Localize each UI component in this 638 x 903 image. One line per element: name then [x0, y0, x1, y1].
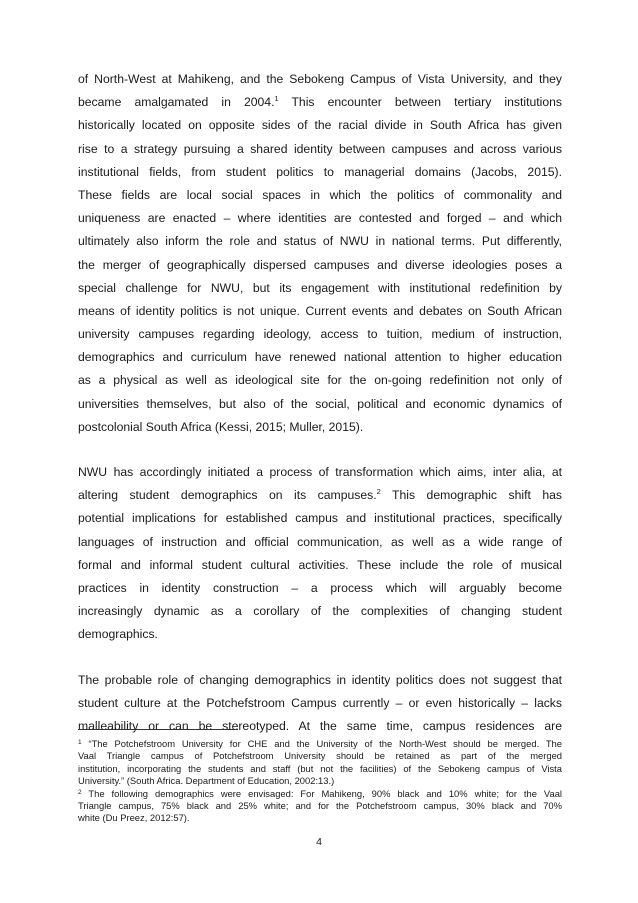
- text-line: ultimately also inform the role and status of NWU in national terms. Put differently,: [78, 234, 562, 249]
- footnote-line: University.” (South Africa. Department of Education, 2002:13.): [78, 775, 335, 787]
- text-span: The following demographics were envisaged: For Mahikeng, 90% black and 10% white; for the Vaal: [81, 787, 562, 799]
- footnote-line: institution, incorporating the students and staff (but not the facilities) of the Sebokeng campus of Vista: [78, 762, 562, 774]
- text-line: languages of instruction and official communication, as well as a wide range of: [78, 534, 562, 549]
- paragraph-2: [78, 461, 562, 647]
- text-line: universities themselves, but also of the social, political and economic dynamics of: [78, 396, 562, 411]
- text-line: malleability or can be stereotyped. At the same time, campus residences are: [78, 718, 562, 733]
- footnote-marker: 1: [78, 739, 82, 746]
- text-line: of North-West at Mahikeng, and the Sebokeng Campus of Vista University, and they: [78, 72, 562, 86]
- text-line: potential implications for established campus and institutional practices, specifically: [78, 511, 562, 526]
- text-line: as a physical as well as ideological site for the on-going redefinition not only of: [78, 373, 562, 388]
- text-span: This demographic shift has: [380, 488, 562, 503]
- footnote-line: Vaal Triangle campus of Potchefstroom University should be retained as part of the merged: [78, 750, 562, 762]
- text-line: historically located on opposite sides of the racial divide in South Africa has given: [78, 118, 562, 133]
- text-line: [78, 484, 562, 507]
- footnote-line: [78, 788, 562, 800]
- text-line: rise to a strategy pursuing a shared identity between campuses and across various: [78, 141, 562, 156]
- text-line: These fields are local social spaces in which the politics of commonality and: [78, 187, 562, 202]
- footnotes: [78, 738, 562, 825]
- paragraph-1: [78, 68, 562, 439]
- text-line: [78, 91, 562, 114]
- text-line: practices in identity construction – a process which will arguably become: [78, 580, 562, 595]
- text-line: postcolonial South Africa (Kessi, 2015; Muller, 2015).: [78, 419, 364, 434]
- text-span: altering student demographics on its campuses.: [78, 488, 377, 503]
- text-line: university campuses regarding ideology, access to tuition, medium of instruction,: [78, 327, 562, 342]
- text-line: increasingly dynamic as a corollary of the complexities of changing student: [78, 604, 562, 619]
- text-line: NWU has accordingly initiated a process of transformation which aims, inter alia, at: [78, 465, 562, 479]
- footnote-marker: 2: [78, 788, 82, 796]
- footnote-1: [78, 738, 562, 788]
- footnote-ref-2[interactable]: 2: [376, 487, 381, 497]
- text-line: student culture at the Potchefstroom Campus currently – or even historically – lacks: [78, 695, 562, 710]
- page-number: 4: [316, 836, 322, 848]
- text-line: special challenge for NWU, but its engagement with institutional redefinition by: [78, 280, 562, 295]
- text-span: This encounter between tertiary institutions: [278, 95, 562, 110]
- footnote-line: Triangle campus, 75% black and 25% white; and for the Potchefstroom campus, 30% black and 70%: [78, 799, 562, 811]
- text-span: “The Potchefstroom University for CHE and the University of the North-West should be merged. The: [81, 738, 562, 749]
- text-line: means of identity politics is not unique. Current events and debates on South African: [78, 303, 562, 318]
- text-line: demographics and curriculum have renewed national attention to higher education: [78, 350, 562, 365]
- body-text: [78, 68, 562, 760]
- footnote-line: white (Du Preez, 2012:57).: [78, 812, 190, 824]
- text-line: formal and informal student cultural activities. These include the role of musical: [78, 557, 562, 572]
- footnote-ref-1[interactable]: 1: [274, 94, 279, 104]
- text-line: demographics.: [78, 627, 158, 642]
- text-line: the merger of geographically dispersed campuses and diverse ideologies poses a: [78, 257, 562, 272]
- text-line: uniqueness are enacted – where identities are contested and forged – and which: [78, 211, 562, 226]
- text-line: institutional fields, from student politics to managerial domains (Jacobs, 2015).: [78, 164, 562, 179]
- footnote-2: [78, 788, 562, 825]
- text-span: became amalgamated in 2004.: [78, 95, 275, 110]
- paragraph-3: [78, 669, 562, 739]
- text-line: The probable role of changing demographics in identity politics does not suggest that: [78, 672, 562, 687]
- footnote-divider: [78, 729, 238, 730]
- footnote-line: [78, 738, 562, 750]
